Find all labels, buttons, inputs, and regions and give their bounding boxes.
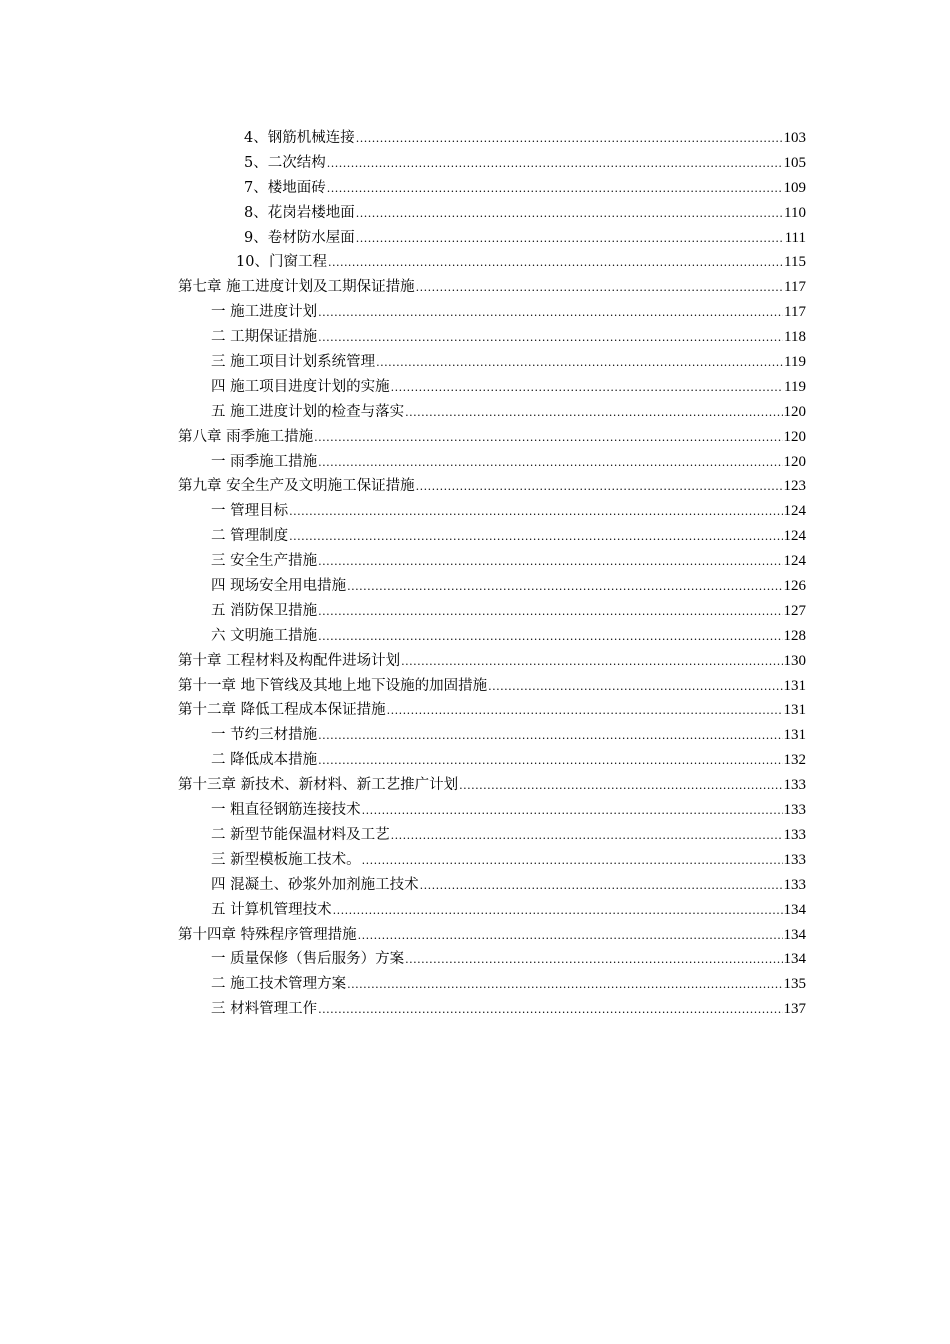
toc-entry-title: 一 节约三材措施: [211, 727, 318, 744]
toc-entry[interactable]: [178, 176, 806, 201]
toc-dot-leader: [401, 650, 782, 675]
toc-dot-leader: [289, 500, 782, 525]
toc-dot-leader: [420, 874, 783, 899]
toc-entry[interactable]: [178, 524, 806, 549]
toc-entry[interactable]: [178, 375, 806, 400]
toc-page-number: 126: [783, 578, 806, 595]
toc-dot-leader: [405, 948, 782, 973]
toc-entry[interactable]: [178, 450, 806, 475]
toc-dot-leader: [362, 849, 783, 874]
toc-page-number: 105: [783, 154, 806, 171]
toc-entry-title: 四 施工项目进度计划的实施: [211, 378, 390, 395]
toc-entry[interactable]: [178, 400, 806, 425]
toc-entry-title: 三 施工项目计划系统管理: [211, 354, 376, 371]
toc-page-number: 110: [784, 204, 806, 221]
toc-dot-leader: [362, 799, 783, 824]
toc-entry-title: 二 管理制度: [211, 528, 289, 545]
toc-page-number: 133: [783, 851, 806, 868]
toc-page-number: 133: [783, 876, 806, 893]
toc-page-number: 135: [783, 976, 806, 993]
toc-dot-leader: [488, 675, 782, 700]
toc-page-number: 117: [784, 279, 806, 296]
toc-dot-leader: [333, 899, 783, 924]
toc-page-number: 119: [784, 378, 806, 395]
toc-entry-title: 第十一章 地下管线及其地上地下设施的加固措施: [178, 677, 488, 694]
toc-entry[interactable]: [178, 798, 806, 823]
toc-entry-title: 第十二章 降低工程成本保证措施: [178, 702, 386, 719]
table-of-contents: [178, 126, 806, 1022]
toc-dot-leader: [318, 749, 782, 774]
toc-page-number: 111: [784, 229, 806, 246]
toc-entry[interactable]: [178, 151, 806, 176]
toc-dot-leader: [289, 525, 782, 550]
toc-entry-title: 一 粗直径钢筋连接技术: [211, 802, 361, 819]
toc-page-number: 124: [783, 528, 806, 545]
toc-entry[interactable]: [178, 275, 806, 300]
toc-page-number: 119: [784, 354, 806, 371]
toc-dot-leader: [318, 550, 782, 575]
toc-page-number: 127: [783, 602, 806, 619]
toc-entry-title: 三 新型模板施工技术。: [211, 851, 361, 868]
toc-entry[interactable]: [178, 748, 806, 773]
toc-dot-leader: [318, 625, 782, 650]
toc-entry[interactable]: [178, 624, 806, 649]
toc-page-number: 132: [783, 752, 806, 769]
toc-entry-title: 10、门窗工程: [236, 254, 327, 271]
toc-entry[interactable]: [178, 300, 806, 325]
toc-entry[interactable]: [178, 972, 806, 997]
toc-entry-title: 四 混凝土、砂浆外加剂施工技术: [211, 876, 419, 893]
toc-dot-leader: [459, 774, 782, 799]
toc-dot-leader: [356, 227, 784, 252]
toc-page-number: 117: [784, 304, 806, 321]
toc-dot-leader: [318, 301, 783, 326]
toc-entry-title: 一 管理目标: [211, 503, 289, 520]
toc-dot-leader: [405, 401, 782, 426]
toc-page-number: 115: [784, 254, 806, 271]
toc-entry-title: 8、花岗岩楼地面: [244, 204, 355, 221]
toc-entry-title: 二 施工技术管理方案: [211, 976, 347, 993]
toc-page-number: 123: [783, 478, 806, 495]
toc-entry-title: 7、楼地面砖: [244, 179, 326, 196]
toc-page-number: 103: [783, 130, 806, 146]
toc-page-number: 134: [783, 951, 806, 968]
toc-entry-title: 第十四章 特殊程序管理措施: [178, 926, 357, 943]
toc-entry[interactable]: [178, 773, 806, 798]
toc-entry[interactable]: [178, 226, 806, 251]
toc-page-number: 109: [783, 179, 806, 196]
toc-entry-title: 三 安全生产措施: [211, 553, 318, 570]
toc-page-number: 120: [783, 428, 806, 445]
toc-page-number: 120: [783, 403, 806, 420]
toc-entry[interactable]: [178, 698, 806, 723]
toc-entry-title: 第十三章 新技术、新材料、新工艺推广计划: [178, 777, 459, 794]
toc-entry-title: 5、二次结构: [244, 154, 326, 171]
toc-entry[interactable]: [178, 823, 806, 848]
toc-entry[interactable]: [178, 997, 806, 1022]
toc-entry-title: 一 施工进度计划: [211, 304, 318, 321]
toc-dot-leader: [376, 351, 783, 376]
toc-entry[interactable]: [178, 126, 806, 151]
toc-entry[interactable]: [178, 599, 806, 624]
toc-page-number: 133: [783, 826, 806, 843]
toc-entry[interactable]: [178, 923, 806, 948]
toc-entry[interactable]: [178, 425, 806, 450]
toc-entry[interactable]: [178, 947, 806, 972]
toc-page-number: 124: [783, 553, 806, 570]
toc-entry-title: 第七章 施工进度计划及工期保证措施: [178, 279, 415, 296]
toc-dot-leader: [318, 998, 782, 1023]
toc-page-number: 131: [783, 727, 806, 744]
toc-dot-leader: [328, 251, 783, 276]
toc-entry-title: 六 文明施工措施: [211, 627, 318, 644]
toc-page-number: 131: [783, 677, 806, 694]
toc-entry[interactable]: [178, 201, 806, 226]
toc-entry[interactable]: [178, 674, 806, 699]
toc-entry[interactable]: [178, 549, 806, 574]
toc-entry[interactable]: [178, 474, 806, 499]
toc-page-number: 128: [783, 627, 806, 644]
toc-page-number: 118: [784, 329, 806, 346]
toc-entry-title: 第十章 工程材料及构配件进场计划: [178, 652, 401, 669]
toc-entry[interactable]: [178, 499, 806, 524]
toc-page-number: 134: [783, 901, 806, 918]
toc-page-number: 137: [783, 1001, 806, 1018]
toc-entry-title: 五 消防保卫措施: [211, 602, 318, 619]
toc-page-number: 131: [783, 702, 806, 719]
toc-dot-leader: [318, 724, 782, 749]
toc-dot-leader: [318, 326, 783, 351]
toc-entry-title: 第八章 雨季施工措施: [178, 428, 314, 445]
toc-page-number: 120: [783, 453, 806, 470]
toc-dot-leader: [391, 376, 783, 401]
toc-dot-leader: [416, 276, 783, 301]
toc-dot-leader: [327, 152, 783, 177]
toc-entry-title: 五 施工进度计划的检查与落实: [211, 403, 405, 420]
toc-dot-leader: [327, 177, 783, 202]
toc-entry-title: 4、钢筋机械连接: [244, 130, 355, 146]
toc-page-number: 133: [783, 802, 806, 819]
toc-entry-title: 三 材料管理工作: [211, 1001, 318, 1018]
toc-entry-title: 一 质量保修（售后服务）方案: [211, 951, 405, 968]
toc-page-number: 124: [783, 503, 806, 520]
toc-entry[interactable]: [178, 898, 806, 923]
toc-entry-title: 第九章 安全生产及文明施工保证措施: [178, 478, 415, 495]
toc-dot-leader: [356, 127, 783, 152]
toc-dot-leader: [347, 575, 782, 600]
toc-entry[interactable]: [178, 250, 806, 275]
toc-page-number: 130: [783, 652, 806, 669]
toc-dot-leader: [387, 699, 783, 724]
toc-dot-leader: [391, 824, 783, 849]
toc-dot-leader: [347, 973, 782, 998]
toc-dot-leader: [318, 600, 782, 625]
toc-entry[interactable]: [178, 848, 806, 873]
toc-dot-leader: [416, 475, 783, 500]
toc-dot-leader: [358, 924, 783, 949]
toc-entry[interactable]: [178, 325, 806, 350]
toc-dot-leader: [314, 426, 782, 451]
toc-entry[interactable]: [178, 873, 806, 898]
toc-entry[interactable]: [178, 649, 806, 674]
toc-entry[interactable]: [178, 350, 806, 375]
toc-dot-leader: [356, 202, 783, 227]
toc-page-number: 133: [783, 777, 806, 794]
toc-entry-title: 一 雨季施工措施: [211, 453, 318, 470]
toc-entry-title: 二 降低成本措施: [211, 752, 318, 769]
toc-entry-title: 五 计算机管理技术: [211, 901, 332, 918]
toc-entry-title: 9、卷材防水屋面: [244, 229, 355, 246]
toc-page-number: 134: [783, 926, 806, 943]
toc-dot-leader: [318, 451, 782, 476]
toc-entry-title: 二 新型节能保温材料及工艺: [211, 826, 390, 843]
toc-entry[interactable]: [178, 723, 806, 748]
toc-entry-title: 四 现场安全用电措施: [211, 578, 347, 595]
toc-entry[interactable]: [178, 574, 806, 599]
toc-entry-title: 二 工期保证措施: [211, 329, 318, 346]
